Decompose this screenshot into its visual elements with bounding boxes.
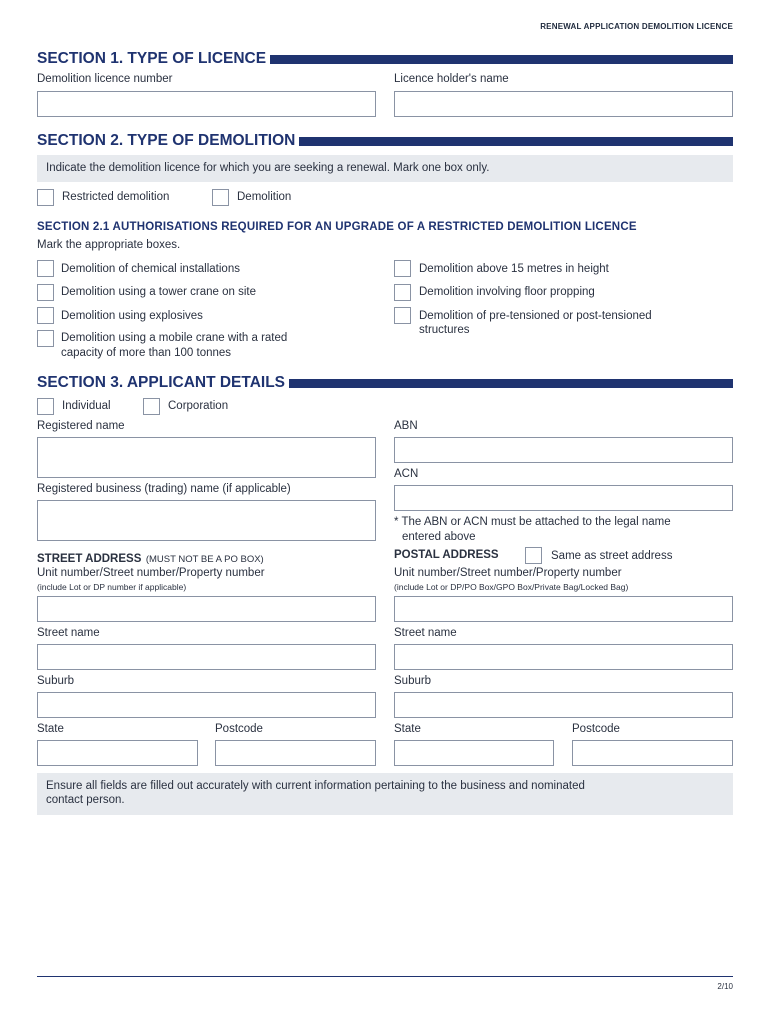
document-header-title: RENEWAL APPLICATION DEMOLITION LICENCE	[540, 22, 733, 31]
section-2-title: SECTION 2. TYPE OF DEMOLITION	[37, 132, 296, 149]
above-15-metres-label: Demolition above 15 metres in height	[419, 263, 609, 275]
street-state-label: State	[37, 723, 64, 735]
postal-suburb-label: Suburb	[394, 675, 432, 687]
section-1-title: SECTION 1. TYPE OF LICENCE	[37, 50, 267, 67]
postal-unit-label: Unit number/Street number/Property number	[394, 567, 622, 579]
licence-number-field[interactable]	[37, 91, 376, 117]
licence-number-label: Demolition licence number	[37, 73, 173, 85]
section-2-rule	[299, 137, 733, 146]
pre-post-tensioned-label-line-2: structures	[419, 324, 470, 336]
registered-name-label: Registered name	[37, 420, 125, 432]
explosives-checkbox[interactable]	[37, 307, 54, 324]
abn-field[interactable]	[394, 437, 733, 463]
postal-unit-field[interactable]	[394, 596, 733, 622]
street-address-heading	[37, 549, 264, 567]
licence-holder-name-label: Licence holder's name	[394, 73, 509, 85]
postal-unit-note: (include Lot or DP/PO Box/GPO Box/Private Bag/Locked Bag)	[394, 582, 629, 592]
section-3-heading	[37, 373, 733, 393]
page-number: 2/10	[717, 982, 733, 991]
demolition-label: Demolition	[237, 191, 292, 203]
explosives-label: Demolition using explosives	[61, 310, 203, 322]
acn-field[interactable]	[394, 485, 733, 511]
same-as-street-checkbox[interactable]	[525, 547, 542, 564]
section-2-1-title: SECTION 2.1 AUTHORISATIONS REQUIRED FOR AN UPGRADE OF A RESTRICTED DEMOLITION LICENCE	[37, 221, 637, 233]
abn-acn-note-line-1: * The ABN or ACN must be attached to the legal name	[394, 516, 671, 528]
postal-state-label: State	[394, 723, 421, 735]
street-state-field[interactable]	[37, 740, 198, 766]
tower-crane-checkbox[interactable]	[37, 284, 54, 301]
street-postcode-field[interactable]	[215, 740, 376, 766]
registered-name-field[interactable]	[37, 437, 376, 478]
street-unit-note: (include Lot or DP number if applicable)	[37, 582, 187, 592]
restricted-demolition-checkbox[interactable]	[37, 189, 54, 206]
postal-street-name-label: Street name	[394, 627, 457, 639]
chemical-installations-label: Demolition of chemical installations	[61, 263, 240, 275]
licence-holder-name-field[interactable]	[394, 91, 733, 117]
restricted-demolition-label: Restricted demolition	[62, 191, 170, 203]
chemical-installations-checkbox[interactable]	[37, 260, 54, 277]
mobile-crane-label-line-1: Demolition using a mobile crane with a rated	[61, 332, 288, 344]
section-2-heading	[37, 131, 733, 151]
floor-propping-label: Demolition involving floor propping	[419, 286, 595, 298]
mobile-crane-checkbox[interactable]	[37, 330, 54, 347]
postal-street-name-field[interactable]	[394, 644, 733, 670]
corporation-label: Corporation	[168, 400, 229, 412]
street-name-field[interactable]	[37, 644, 376, 670]
abn-label: ABN	[394, 420, 418, 432]
section-3-rule	[289, 379, 733, 388]
individual-label: Individual	[62, 400, 111, 412]
section-1-heading	[37, 49, 733, 69]
mobile-crane-label-line-2: capacity of more than 100 tonnes	[61, 347, 232, 359]
acn-label: ACN	[394, 468, 419, 480]
corporation-checkbox[interactable]	[143, 398, 160, 415]
footer-rule	[37, 976, 733, 977]
postal-postcode-label: Postcode	[572, 723, 620, 735]
same-as-street-label: Same as street address	[551, 550, 673, 562]
section-2-1-instruction: Mark the appropriate boxes.	[37, 239, 181, 251]
section-2-instruction: Indicate the demolition licence for which you are seeking a renewal. Mark one box only.	[37, 155, 733, 182]
business-name-field[interactable]	[37, 500, 376, 541]
street-suburb-label: Suburb	[37, 675, 75, 687]
street-suburb-field[interactable]	[37, 692, 376, 718]
section-3-title: SECTION 3. APPLICANT DETAILS	[37, 374, 286, 391]
street-address-po-box-note: (MUST NOT BE A PO BOX)	[145, 554, 264, 565]
individual-checkbox[interactable]	[37, 398, 54, 415]
pre-post-tensioned-label-line-1: Demolition of pre-tensioned or post-tensioned	[419, 310, 652, 322]
postal-state-field[interactable]	[394, 740, 554, 766]
accuracy-note-line-2: contact person.	[46, 794, 125, 806]
postal-postcode-field[interactable]	[572, 740, 733, 766]
abn-acn-note-line-2: entered above	[402, 531, 476, 543]
postal-address-title: POSTAL ADDRESS	[394, 549, 499, 561]
accuracy-note-line-1: Ensure all fields are filled out accurately with current information pertaining to the business and nominated	[46, 780, 585, 792]
above-15-metres-checkbox[interactable]	[394, 260, 411, 277]
postal-suburb-field[interactable]	[394, 692, 733, 718]
street-name-label: Street name	[37, 627, 100, 639]
tower-crane-label: Demolition using a tower crane on site	[61, 286, 256, 298]
section-1-rule	[270, 55, 733, 64]
floor-propping-checkbox[interactable]	[394, 284, 411, 301]
demolition-checkbox[interactable]	[212, 189, 229, 206]
business-name-label: Registered business (trading) name (if applicable)	[37, 483, 291, 495]
pre-post-tensioned-checkbox[interactable]	[394, 307, 411, 324]
street-postcode-label: Postcode	[215, 723, 263, 735]
accuracy-note	[37, 773, 733, 815]
street-unit-label: Unit number/Street number/Property number	[37, 567, 265, 579]
street-address-title: STREET ADDRESS	[37, 553, 142, 565]
street-unit-field[interactable]	[37, 596, 376, 622]
